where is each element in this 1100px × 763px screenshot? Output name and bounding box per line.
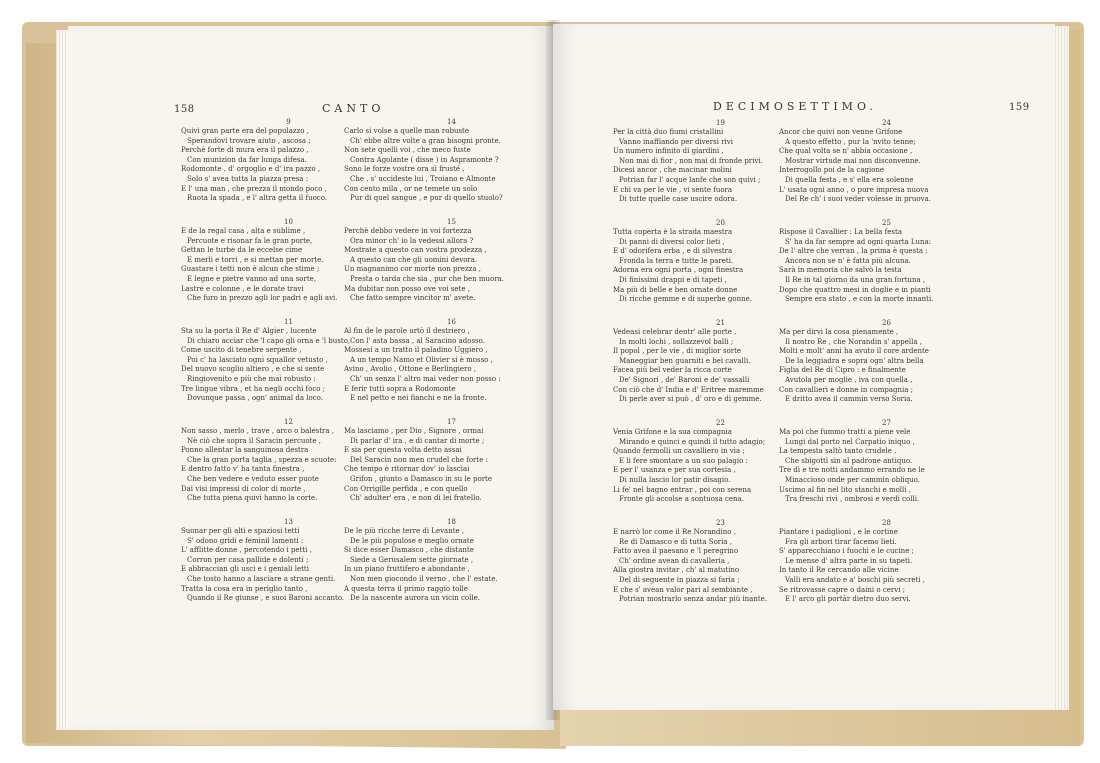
verse-line: Che , s' uccideste lui , Troiano e Almonte [350,174,496,183]
verse-line: Con l' asta bassa , al Saracino adosso. [350,336,485,345]
verse-line: Ma più di belle e ben ornate donne [613,285,738,294]
verse-line: Che fatto sempre vincitor m' avete. [350,294,476,303]
verse-line: E chi va per le vie , vi sente fuora [613,185,733,194]
verse-line: Vanno inaffiando per diversi rivi [619,137,733,146]
verse-line: Del Saracin non men crudel che forte : [350,455,488,464]
verse-line: Ringiovenito e più che mai robusto : [187,374,316,383]
verse-line: A questa terra il primo raggio tolle [344,584,468,593]
left-column-2 [344,117,559,617]
verse-line: A questo can che gli uomini devora. [350,255,478,264]
verse-line: In un piano fruttifero e abondante , [344,565,470,574]
verse-line: Rispose il Cavallier : La bella festa [779,228,902,236]
verse-line: Di ricche gemme e di superbe gonne. [619,295,752,304]
verse-line: Presta o tarda che sia , pur che ben muora. [350,274,504,283]
verse-line: Di quella festa , e s' ella era solenne [785,175,914,184]
verse-line: Ponno allentar la sanguinosa destra [181,446,309,455]
verse-line: Sono le forze vostre ora sì frusté , [344,165,465,174]
verse-line: E che s' avean valor pari al sembiante , [613,585,753,594]
stanza-number: 14 [447,118,456,126]
verse-line: Quando fermolli un cavalliero in via ; [613,447,745,456]
verse-line: Che ben vedere e veduto esser puote [187,474,319,483]
verse-line: A questo effetto , pur la 'nvito tenne; [785,137,916,146]
verse-line: Con ciò che d' India e d' Eritree maremme [613,385,764,394]
verse-line: Interrogollo poi de la cagione [779,166,885,175]
stanza [779,218,994,318]
verse-line: E legne e pietre vanno ad una sorte, [187,274,317,283]
verse-line: Di nulla lascio lor patir disagio. [619,475,731,484]
verse-line: Suonar per gli alti e spaziosi tetti [181,527,300,535]
verse-line: Non men giocondo il verno , che l' estate. [350,574,498,583]
stanza-number: 21 [716,319,725,327]
verse-line: In tanto il Re cercando alle vicine [779,566,899,575]
verse-line: Tutta coperta è la strada maestra [613,228,733,236]
verse-line: Adorna era ogni porta , ogni finestra [613,266,744,275]
verse-line: Gettan le turbe da le eccelse cime [181,246,303,255]
stanza [344,317,559,417]
verse-line: Non mai di fior , non mai di fronde privi. [619,156,763,165]
stanza-number: 19 [716,119,725,127]
verse-line: Percuote e risonar fa le gran porte, [187,236,313,245]
verse-line: Perchè forte di mura era il palazzo , [181,146,309,155]
stanza-number: 25 [882,219,891,227]
verse-line: E per l' usanza e per sua cortesia , [613,466,736,475]
verse-line: Potrian mostrarlo senza andar più inante. [619,595,768,604]
verse-line: S' odono gridi e feminil lamenti : [187,536,304,545]
stanza-number: 17 [447,418,456,426]
stanza-number: 18 [447,518,456,526]
verse-line: Di parlar d' ira , e di cantar di morte ; [350,436,485,445]
verse-line: Un magnanimo cor morte non prezza , [344,265,481,274]
stanza [344,417,559,517]
verse-line: E sia per questa volta detto assai [344,446,462,455]
verse-line: Come uscito di tenebre serpente , [181,346,302,355]
verse-line: Contra Agolante ( disse ) in Aspramonte ? [350,155,499,164]
verse-line: Quando il Re giunse , e suoi Baroni accanto. [187,594,345,603]
verse-line: E de la regal casa , alta e sublime , [181,227,306,235]
verse-line: Di finissimi drappi e di tapeti , [619,275,727,284]
stanza [779,318,994,418]
verse-line: S' apparecchiano i fuochi e le cucine ; [779,547,914,556]
verse-line: Tratta la cosa era in periglio tanto , [181,584,308,593]
verse-line: Maneggiar ben guarniti e bei cavalli. [619,356,751,365]
verse-line: Che sbigottì sin al padrone antiquo. [785,456,913,465]
verse-line: Mossesi a un tratto il paladino Uggiero , [344,346,488,355]
verse-line: Il nostro Re , che Norandin s' appella , [785,337,922,346]
page-edges-left [56,30,68,730]
verse-line: Che furo in prezzo agli lor padri e agli avi. [187,294,338,303]
verse-line: Rodomonte , d' orgoglio e d' ira pazzo , [181,165,321,174]
stanza-number: 23 [716,519,725,527]
stanza-lines [779,128,994,205]
verse-line: Il Re in tal giorno da una gran fortuna , [785,275,926,284]
verse-line: Sempre era stato , e con la morte innanti. [785,295,934,304]
verse-line: Guastare i tetti non è alcun che stime ; [181,265,320,274]
verse-line: Sarà in memoria che salvò la testa [779,266,902,275]
verse-line: Quivi gran parte era del populazzo , [181,127,309,135]
verse-line: Fronte gli accolse a sontuosa cena. [619,495,744,504]
stanza [779,418,994,518]
verse-line: Con cento mila , or ne temete un solo [344,184,478,193]
verse-line: Mirando e quinci e quindi il tutto adagio; [619,437,766,446]
verse-line: Si dice esser Damasco , che distante [344,546,474,555]
page-edges-right [1055,26,1069,710]
verse-line: Sperandovi trovare aiuto , ascosa ; [187,136,311,145]
verse-line: E l' arco gli portàr dietro duo servi. [785,595,911,604]
verse-line: Avino , Avolio , Ottone e Berlingiero , [344,365,476,374]
verse-line: Fra gli arbori tirar facemo lieti. [785,537,897,546]
verse-line: De la leggiadra e sopra ogn' altra bella [785,356,924,365]
running-header-right: DECIMOSETTIMO. [713,100,877,113]
verse-line: E d' odorifera erba , e di silvestra [613,247,733,256]
stanza-lines [779,228,994,305]
verse-line: Che qual volta se n' abbia occasione , [779,147,913,156]
stanza-number: 15 [447,218,456,226]
page-number-left: 158 [174,104,195,115]
verse-line: Per la città duo fiumi cristallini [613,128,724,136]
verse-line: Ancora non se n' è fatta più alcuna. [785,256,911,265]
verse-line: Mostrate a questo can vostra prodezza , [344,246,487,255]
verse-line: Uscimo al fin nel lito stanchi e molli , [779,485,911,494]
verse-line: Corron per casa pallide e dolenti ; [187,555,309,564]
verse-line: Con cavallieri e donne in compagnia ; [779,385,914,394]
verse-line: Ch' adulter' era , e non di lei fratello. [350,494,482,503]
stanza-lines [779,528,994,605]
verse-line: Molti e molt' anni ha avuto il core ardente [779,347,929,356]
verse-line: S' ha da far sempre ad ogni quarta Luna: [785,237,932,246]
verse-line: Tre dì e tre notti andammo errando ne le [779,466,925,475]
page-number-right: 159 [1009,102,1030,113]
verse-line: Di chiaro acciar che 'l capo gli orna e 'l busto, [187,336,351,345]
stanza [344,217,559,317]
verse-line: E li fere smontare a un suo palagio : [619,456,748,465]
verse-line: Potrian far l' acque lanfe che son quivi ; [619,175,761,184]
verse-line: Ch' ordine avean di cavalleria , [619,556,730,565]
stanza-number: 13 [284,518,293,526]
stanza-lines [779,328,994,405]
verse-line: Piantare i padiglioni , e le cortine [779,528,898,536]
verse-line: In molti lochi , sollazzevol balli ; [619,337,734,346]
verse-line: De l' altre che verran , la prima è questa ; [779,247,928,256]
verse-line: Che tempo è ritornar dov' io lasciai [344,465,470,474]
verse-line: Valli era andato e a' boschi più secreti , [785,575,925,584]
verse-line: Fronda la terra e tutte le pareti. [619,256,734,265]
stanza-number: 22 [716,419,725,427]
verse-line: Del nuovo scoglio altiero , e che si sente [181,365,325,374]
stanza [779,118,994,218]
verse-line: Che la gran porta taglia , spezza e scuote: [187,455,337,464]
verse-line: Li fe' nel bagno entrar , poi con serena [613,485,752,494]
verse-line: Con munizion da far lunga difesa. [187,155,307,164]
stanza-lines [344,527,559,604]
verse-line: E narrò lor come il Re Norandino , [613,528,736,536]
verse-line: La tempesta saltò tanto crudele , [779,447,897,456]
verse-line: Che tutta piena quivi hanno la corte. [187,494,318,503]
verse-line: Ruota la spada , e l' altra getta il fuoco. [187,194,328,203]
verse-line: Un numero infinito di giardini , [613,147,724,156]
verse-line: E l' una man , che prezza il mondo poco , [181,184,327,193]
stanza-lines [344,427,559,504]
verse-line: Di perle aver si può , d' oro e di gemme. [619,395,762,404]
verse-line: Pur di quel sangue , e pur di quello stuolo? [350,194,503,203]
verse-line: L' afflitte donne , percotendo i petti , [181,546,312,555]
stanza-number: 28 [882,519,891,527]
verse-line: Solo s' avea tutta la piazza presa : [187,174,309,183]
verse-line: Non sete quelli voi , che meco fuste [344,146,471,155]
verse-line: De le più populose e meglio ornate [350,536,474,545]
stanza-lines [344,227,559,304]
stanza-number: 9 [286,118,291,126]
verse-line: Dopo che quattro mesi in doglie e in pianti [779,285,931,294]
verse-line: E dritto avea il cammin verso Soria. [785,395,913,404]
verse-line: Facea più bel veder la ricca corte [613,366,732,375]
stanza-number: 20 [716,219,725,227]
right-column-2 [779,118,994,618]
stanza-lines [344,327,559,404]
verse-line: Ancor che quivi non venne Grifone [779,128,903,136]
stanza-number: 16 [447,318,456,326]
stanza-lines [779,428,994,505]
verse-line: E merli e torri , e si mettan per morte. [187,255,324,264]
right-page [553,24,1055,710]
verse-line: Ma per dirvi la cosa pienamente , [779,328,899,336]
verse-line: Al fin de le parole urtò il destriero , [344,327,470,335]
verse-line: Mostrar virtude mai non disconvenne. [785,156,921,165]
verse-line: Ma poi che fummo tratti a piene vele [779,428,911,436]
verse-line: Ma lasciamo , per Dio , Signore , ormai [344,427,484,435]
verse-line: Siede a Gerusalem sette giornate , [350,555,474,564]
verse-line: Ch' ebbe altre volte a gran bisogni pronte. [350,136,501,145]
verse-line: Poi c' ha lasciato ogni squallor vetusto , [187,355,328,364]
verse-line: Sta su la porta il Re d' Algier , lucente [181,327,317,335]
verse-line: Tra freschi rivi , ombrosi e verdi colli. [785,495,920,504]
verse-line: E nel petto e nei fianchi e ne la fronte. [350,394,487,403]
stanza-number: 11 [284,318,293,326]
verse-line: Del Re ch' i suoi veder volesse in pruova. [785,195,931,204]
verse-line: De le più ricche terre di Levante , [344,527,465,535]
verse-line: E dentro fatto v' ha tanta finestra , [181,465,305,474]
verse-line: Di tutte quelle case uscire odora. [619,195,738,204]
verse-line: Perchè debbo vedere in voi fortezza [344,227,472,235]
verse-line: Carlo si volse a quelle man robuste [344,127,469,135]
verse-line: Tre lingue vibra , et ha negli occhi foco ; [181,384,326,393]
verse-line: Dovunque passa , ogn' animal da loco. [187,394,323,403]
verse-line: Se ritrovasse capre o daini o cervi ; [779,585,906,594]
stanza-lines [344,127,559,204]
verse-line: Ch' un senza l' altro mai veder non posso : [350,374,501,383]
verse-line: Minaccioso onde per cammin obliquo. [785,475,920,484]
verse-line: Le mense d' altra parte in su tapeti. [785,556,913,565]
verse-line: Figlia del Re di Cipro : e finalmente [779,366,906,375]
verse-line: Re di Damasco e di tutta Soria , [619,537,733,546]
verse-line: A un tempo Namo et Olivier si è mosso , [350,355,493,364]
running-header-left: CANTO [322,102,385,115]
verse-line: Fatto avea il paesano e 'l peregrino [613,547,739,556]
verse-line: Dicesi ancor , che macinar molini [613,166,732,175]
verse-line: Grifon , giunto a Damasco in su le porte [350,474,493,483]
verse-line: De' Signori , de' Baroni e de' vassalli [619,375,750,384]
stanza [344,517,559,617]
verse-line: Nè ciò che sopra il Saracin percuote , [187,436,322,445]
verse-line: Con Orrigille perfida , e con quello [344,484,468,493]
verse-line: E abbraccian gli usci e i geniali letti [181,565,309,574]
stanza-number: 12 [284,418,293,426]
verse-line: Venia Grifone e la sua compagnia [613,428,732,436]
verse-line: Di panni di diversi color lieti , [619,237,725,246]
stanza-number: 24 [882,119,891,127]
verse-line: E ferir tutti sopra a Rodomonte [344,384,456,393]
verse-line: De la nascente aurora un vicin colle. [350,594,480,603]
stanza [779,518,994,618]
verse-line: Avutola per moglie , iva con quella , [785,375,913,384]
verse-line: Vedeasi celebrar dentr' alle porte , [613,328,737,336]
verse-line: Non sasso , merlo , trave , arco o balestra , [181,427,335,435]
verse-line: Del di seguente in piazza si faria ; [619,575,740,584]
stanza-number: 26 [882,319,891,327]
verse-line: Dai visi impressi di color di morte , [181,484,306,493]
verse-line: Ora minor ch' io la vedessi allora ? [350,236,474,245]
stanza-number: 27 [882,419,891,427]
stanza-number: 10 [284,218,293,226]
verse-line: Alla giostra invitar , ch' al matutino [613,566,740,575]
verse-line: Il popol , per le vie , di miglior sorte [613,347,742,356]
verse-line: Che tosto hanno a lasciare a strane genti. [187,574,336,583]
left-page [68,26,554,730]
verse-line: Ma dubitar non posso ove voi sete , [344,284,470,293]
verse-line: Lastre e colonne , e le dorate travi [181,284,304,293]
verse-line: L' usata ogni anno , o pure impresa nuova [779,185,929,194]
verse-line: Lungi dal porto nel Carpatio iniquo , [785,437,915,446]
stanza [344,117,559,217]
